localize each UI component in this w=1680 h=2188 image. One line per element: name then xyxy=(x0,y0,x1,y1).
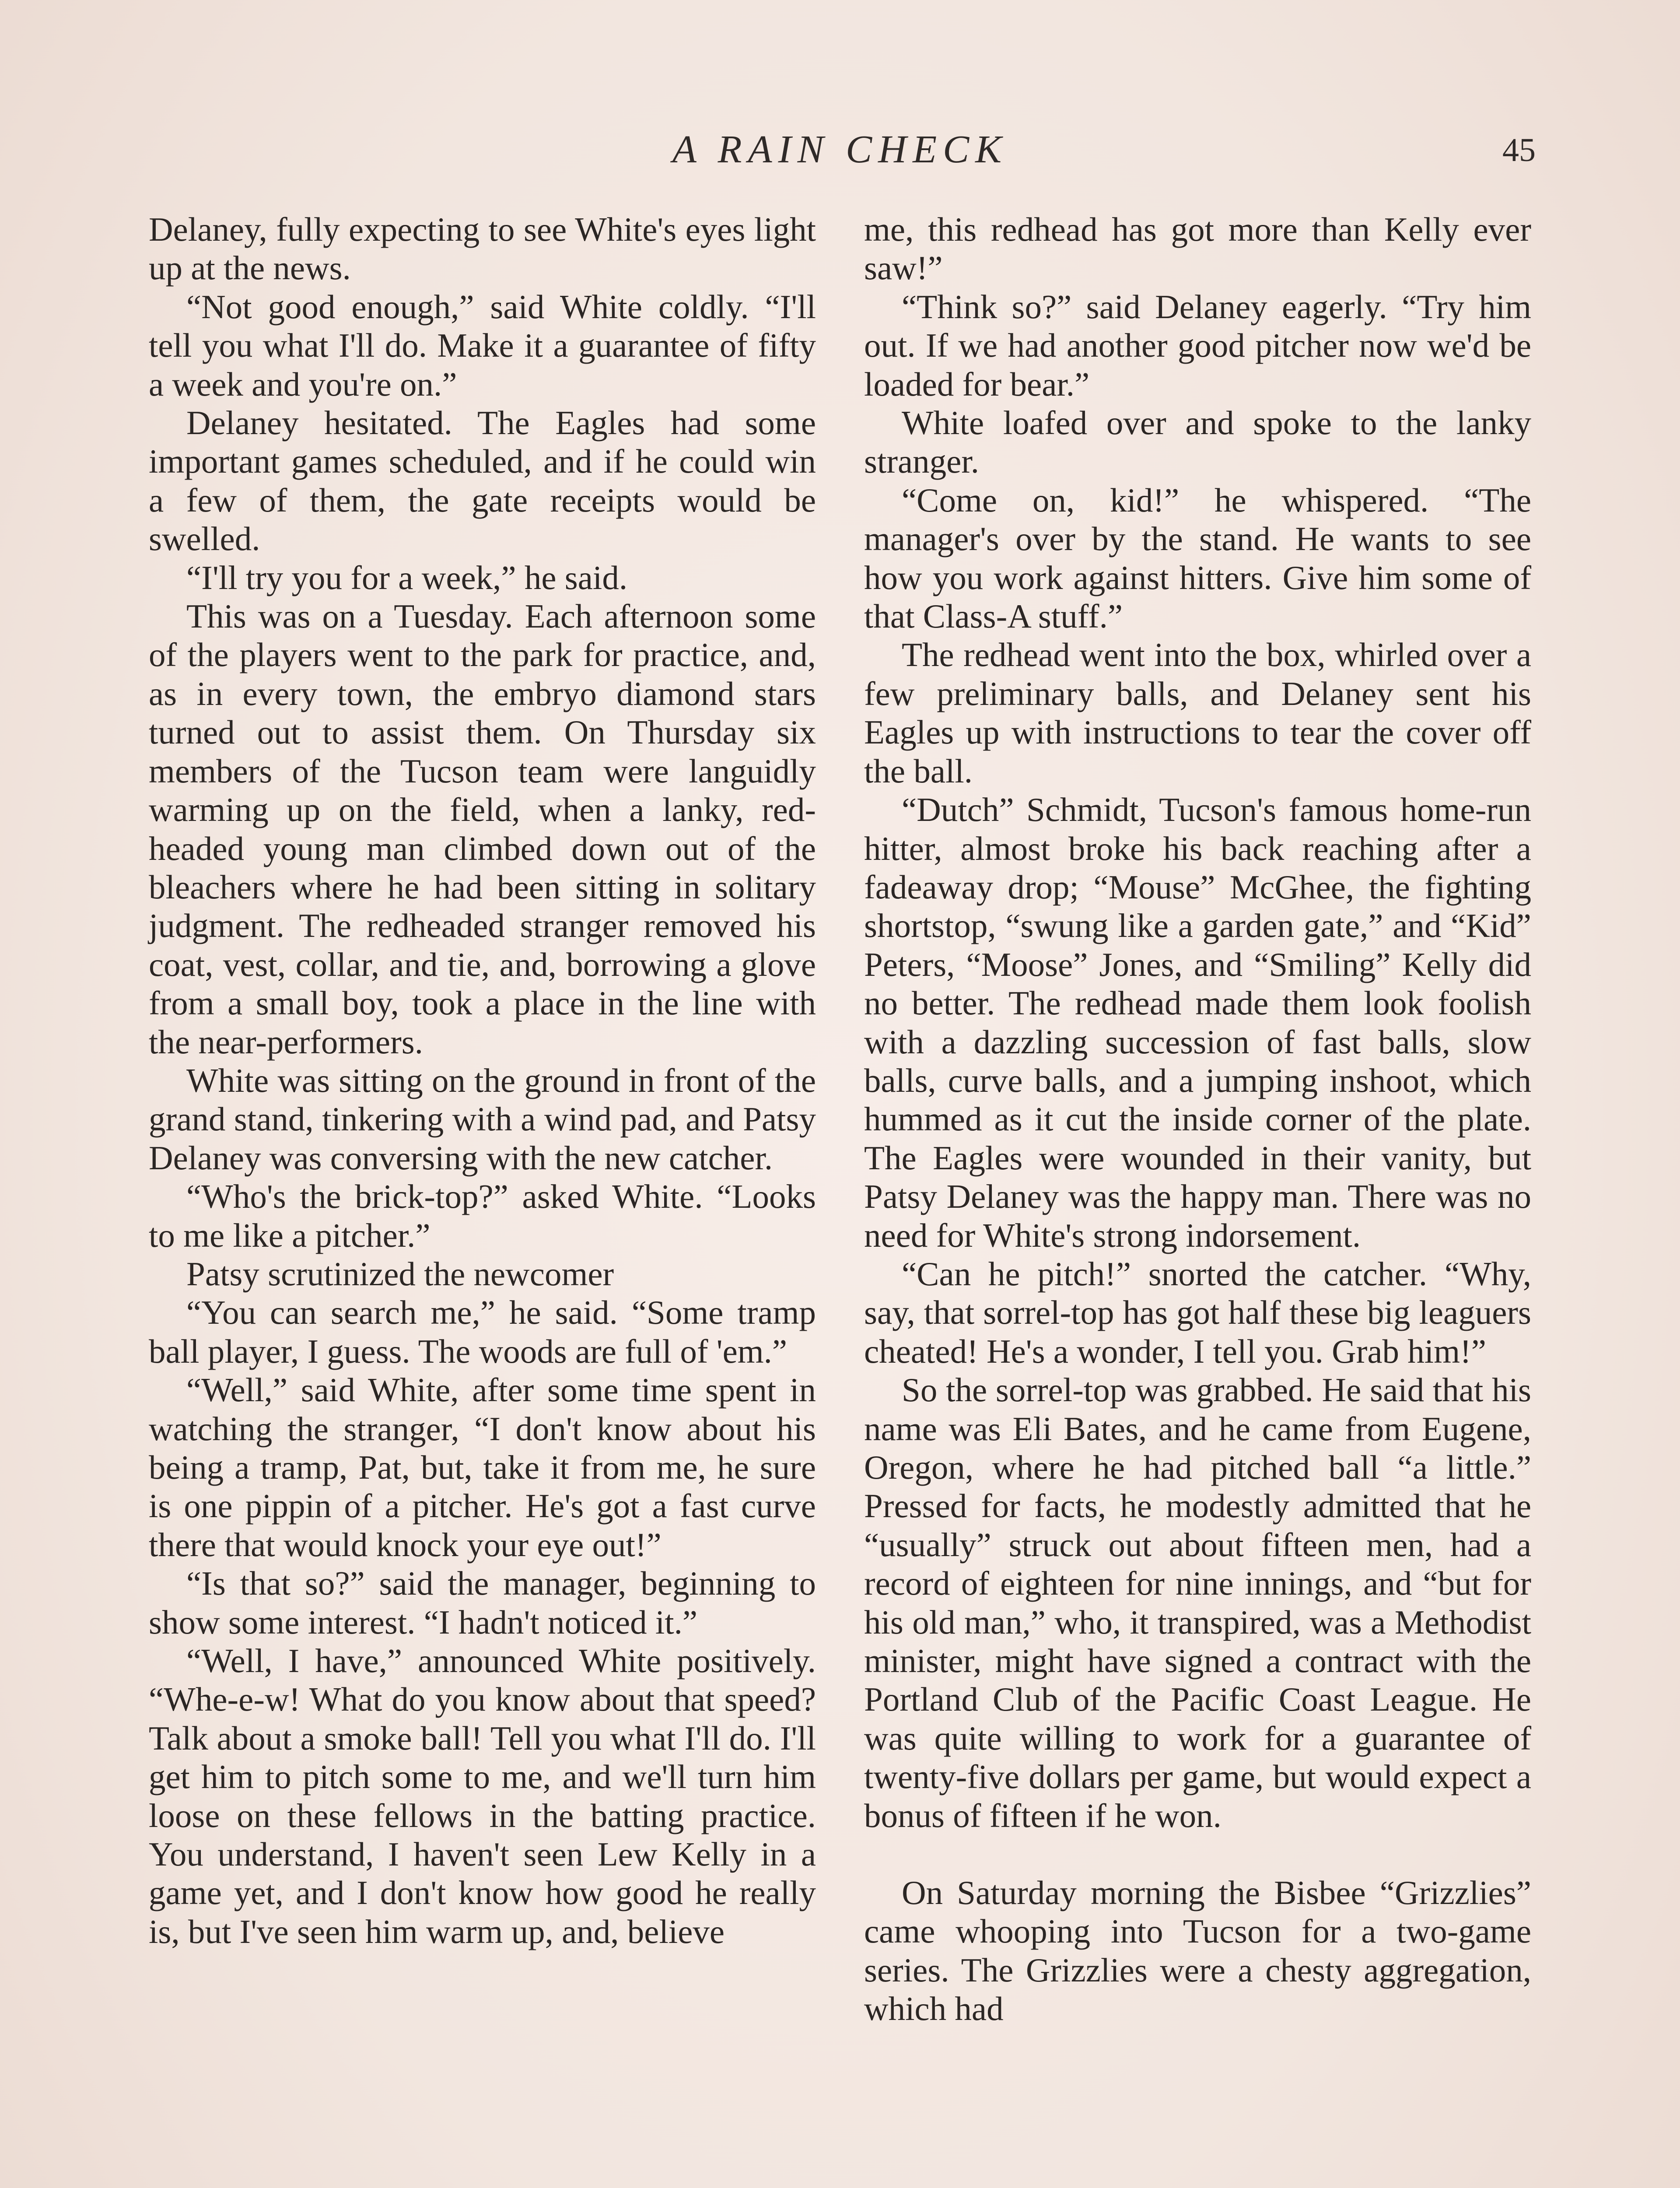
paragraph: Delaney, fully expecting to see White's eyes light up at the news. xyxy=(149,210,816,287)
paragraph: “Can he pitch!” snorted the catcher. “Why, say, that sorrel-top has got half these big leaguers cheated! He's a wonder, I tell you. Grab him!” xyxy=(864,1255,1531,1370)
running-head: A RAIN CHECK xyxy=(672,128,1008,171)
right-column xyxy=(864,210,1531,2028)
paragraph: “I'll try you for a week,” he said. xyxy=(186,558,628,596)
paragraph: “Come on, kid!” he whispered. “The manager's over by the stand. He wants to see how you work against hitters. Give him some of that Class-A stuff.” xyxy=(864,481,1531,635)
paragraph: “Think so?” said Delaney eagerly. “Try him out. If we had another good pitcher now we'd be loaded for bear.” xyxy=(864,288,1531,403)
paragraph: “Who's the brick-top?” asked White. “Looks to me like a pitcher.” xyxy=(149,1178,816,1254)
paragraph: White was sitting on the ground in front of the grand stand, tinkering with a wind pad, and Patsy Delaney was conversing with the new catcher. xyxy=(149,1061,816,1177)
page-number: 45 xyxy=(1502,132,1536,168)
paragraph: “You can search me,” he said. “Some tramp ball player, I guess. The woods are full of 'em.” xyxy=(149,1294,816,1370)
paragraph: “Not good enough,” said White coldly. “I'll tell you what I'll do. Make it a guarantee of fifty a week and you're on.” xyxy=(149,288,816,403)
paragraph: “Well,” said White, after some time spent in watching the stranger, “I don't know about his being a tramp, Pat, but, take it from me, he sure is one pippin of a pitcher. He's got a fast curve there that would knock your eye out!” xyxy=(149,1371,816,1564)
paragraph: Patsy scrutinized the newcomer xyxy=(186,1255,614,1293)
paragraph: “Well, I have,” announced White positively. “Whe-e-w! What do you know about that speed? Talk about a smoke ball! Tell you what I'll do. I'll get him to pitch some to me, and we'll turn him loose on these fellows in the batting practice. You understand, I haven't seen Lew Kelly in a game yet, and I don't know how good he really is, but I've seen him warm up, and, believe xyxy=(149,1642,816,1950)
left-column xyxy=(149,210,816,1951)
paragraph: On Saturday morning the Bisbee “Grizzlies” came whooping into Tucson for a two-game series. The Grizzlies were a chesty aggregation, which had xyxy=(864,1874,1531,2028)
paragraph: The redhead went into the box, whirled over a few preliminary balls, and Delaney sent his Eagles up with instructions to tear the cover off the ball. xyxy=(864,636,1531,790)
paragraph: This was on a Tuesday. Each afternoon some of the players went to the park for practice, and, as in every town, the embryo diamond stars turned out to assist them. On Thursday six members of the Tucson team were languidly warming up on the field, when a lanky, red-headed young man climbed down out of the bleachers where he had been sitting in solitary judgment. The redheaded stranger removed his coat, vest, collar, and tie, and, borrowing a glove from a small boy, took a place in the line with the near-performers. xyxy=(149,597,816,1061)
paragraph: Delaney hesitated. The Eagles had some important games scheduled, and if he could win a few of them, the gate receipts would be swelled. xyxy=(149,404,816,558)
paragraph: So the sorrel-top was grabbed. He said that his name was Eli Bates, and he came from Eugene, Oregon, where he had pitched ball “a little.” Pressed for facts, he modestly admitted that he “usually” struck out about fifteen men, had a record of eighteen for nine innings, and “but for his old man,” who, it transpired, was a Methodist minister, might have signed a contract with the Portland Club of the Pacific Coast League. He was quite willing to work for a guarantee of twenty-five dollars per game, but would expect a bonus of fifteen if he won. xyxy=(864,1371,1531,1834)
paragraph: White loafed over and spoke to the lanky stranger. xyxy=(864,404,1531,480)
paragraph: “Is that so?” said the manager, beginning to show some interest. “I hadn't noticed it.” xyxy=(149,1564,816,1641)
paragraph: me, this redhead has got more than Kelly ever saw!” xyxy=(864,210,1531,287)
paragraph: “Dutch” Schmidt, Tucson's famous home-run hitter, almost broke his back reaching after a fadeaway drop; “Mouse” McGhee, the fighting shortstop, “swung like a garden gate,” and “Kid” Peters, “Moose” Jones, and “Smiling” Kelly did no better. The redhead made them look foolish with a dazzling succession of fast balls, slow balls, curve balls, and a jumping inshoot, which hummed as it cut the inside corner of the plate. The Eagles were wounded in their vanity, but Patsy Delaney was the happy man. There was no need for White's strong indorsement. xyxy=(864,791,1531,1254)
